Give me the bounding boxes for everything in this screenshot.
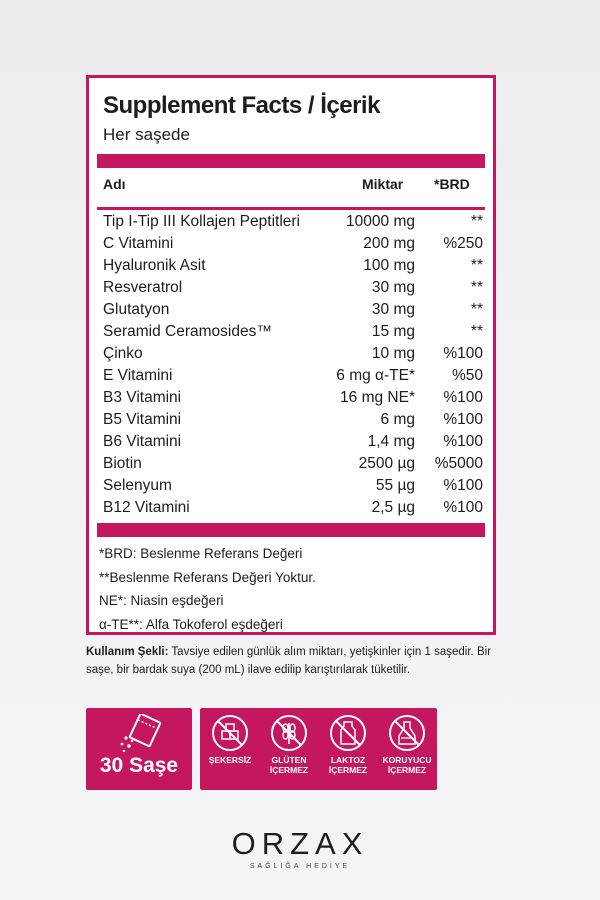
ingredient-name: E Vitamini bbox=[103, 367, 173, 384]
table-row bbox=[103, 453, 483, 475]
header-bar-top bbox=[97, 154, 485, 168]
badge-preservative-free bbox=[379, 708, 435, 790]
table-row bbox=[103, 299, 483, 321]
usage-instructions bbox=[86, 643, 506, 679]
badge-label: ŞEKERSİZ bbox=[208, 755, 252, 765]
ingredient-amount: 30 mg bbox=[371, 301, 415, 318]
ingredient-amount: 200 mg bbox=[363, 235, 415, 252]
sachet-count-label: 30 Saşe bbox=[99, 754, 179, 777]
ingredient-name: B5 Vitamini bbox=[103, 411, 182, 428]
sachet-icon bbox=[118, 714, 162, 754]
table-row bbox=[103, 321, 483, 343]
table-row bbox=[103, 255, 483, 277]
ingredient-brd: %100 bbox=[443, 433, 483, 450]
table-row bbox=[103, 387, 483, 409]
ingredient-amount: 2500 µg bbox=[358, 455, 415, 472]
ingredient-name: Hyaluronik Asit bbox=[103, 257, 206, 274]
brand-tagline: SAĞLIĞA HEDİYE bbox=[249, 863, 351, 870]
usage-text: Tavsiye edilen günlük alım miktarı, yetişkinler için 1 saşedir. Bir saşe, bir bardak suya (200 mL) ilave edilip karıştırılarak tüketilir. bbox=[86, 646, 491, 676]
table-row bbox=[103, 409, 483, 431]
badge-gluten-free bbox=[261, 708, 317, 790]
ingredient-brd: %50 bbox=[451, 367, 483, 384]
badge-label: GLÜTEN İÇERMEZ bbox=[269, 755, 309, 775]
ingredient-brd: ** bbox=[470, 323, 483, 340]
ingredient-name: Biotin bbox=[103, 455, 142, 472]
column-header-name: Adı bbox=[103, 176, 126, 192]
table-row bbox=[103, 365, 483, 387]
footnotes bbox=[99, 542, 316, 636]
ingredient-brd: %250 bbox=[443, 235, 483, 252]
badge-sugar-free bbox=[202, 708, 258, 790]
ingredient-amount: 1,4 mg bbox=[367, 433, 415, 450]
supplement-facts-panel bbox=[86, 75, 496, 635]
panel-subtitle: Her saşede bbox=[103, 125, 190, 144]
no-sugar-icon bbox=[210, 713, 250, 753]
ingredient-name: Seramid Ceramosides™ bbox=[103, 323, 272, 340]
ingredient-name: Selenyum bbox=[103, 477, 172, 494]
ingredient-brd: ** bbox=[470, 279, 483, 296]
footnote: α-TE**: Alfa Tokoferol eşdeğeri bbox=[99, 616, 283, 632]
brand-logo bbox=[0, 826, 600, 870]
sachet-count-badge bbox=[86, 708, 192, 790]
panel-title: Supplement Facts / İçerik bbox=[103, 92, 380, 119]
ingredient-amount: 10000 mg bbox=[346, 213, 415, 230]
badge-label: LAKTOZ İÇERMEZ bbox=[328, 755, 368, 775]
brand-name: ORZAX bbox=[231, 826, 369, 861]
ingredient-amount: 6 mg α-TE* bbox=[336, 367, 415, 384]
table-row bbox=[103, 277, 483, 299]
no-lactose-icon bbox=[328, 713, 368, 753]
no-gluten-icon bbox=[269, 713, 309, 753]
ingredient-brd: ** bbox=[470, 257, 483, 274]
ingredient-brd: %100 bbox=[443, 389, 483, 406]
ingredient-amount: 2,5 µg bbox=[371, 499, 415, 516]
column-header-amount: Miktar bbox=[362, 176, 404, 192]
header-bar-divider bbox=[97, 207, 485, 210]
ingredient-amount: 10 mg bbox=[371, 345, 415, 362]
table-row bbox=[103, 431, 483, 453]
no-preservative-icon bbox=[387, 713, 427, 753]
ingredient-name: B3 Vitamini bbox=[103, 389, 182, 406]
ingredient-name: Tip I-Tip III Kollajen Peptitleri bbox=[103, 213, 300, 230]
column-header-brd: *BRD bbox=[434, 176, 470, 192]
badge-label: KORUYUCU İÇERMEZ bbox=[382, 755, 432, 775]
ingredient-name: B12 Vitamini bbox=[103, 499, 190, 516]
ingredient-brd: %100 bbox=[443, 499, 483, 516]
ingredient-amount: 15 mg bbox=[371, 323, 415, 340]
ingredient-name: Resveratrol bbox=[103, 279, 183, 296]
footnote: **Beslenme Referans Değeri Yoktur. bbox=[99, 569, 316, 585]
table-row bbox=[103, 211, 483, 233]
ingredient-rows bbox=[103, 211, 483, 519]
ingredient-amount: 6 mg bbox=[380, 411, 415, 428]
ingredient-amount: 30 mg bbox=[371, 279, 415, 296]
usage-label: Kullanım Şekli: bbox=[86, 646, 169, 658]
ingredient-name: B6 Vitamini bbox=[103, 433, 182, 450]
footer-bar bbox=[97, 523, 485, 537]
footnote: *BRD: Beslenme Referans Değeri bbox=[99, 546, 303, 561]
table-row bbox=[103, 475, 483, 497]
ingredient-brd: %100 bbox=[443, 411, 483, 428]
ingredient-name: Glutatyon bbox=[103, 301, 170, 318]
table-row bbox=[103, 233, 483, 255]
free-from-badges bbox=[200, 708, 437, 790]
ingredient-brd: ** bbox=[470, 301, 483, 318]
ingredient-brd: ** bbox=[470, 213, 483, 230]
ingredient-brd: %100 bbox=[443, 345, 483, 362]
ingredient-amount: 55 µg bbox=[375, 477, 415, 494]
ingredient-brd: %100 bbox=[443, 477, 483, 494]
ingredient-amount: 16 mg NE* bbox=[340, 389, 415, 406]
ingredient-brd: %5000 bbox=[434, 455, 483, 472]
ingredient-name: Çinko bbox=[103, 345, 143, 362]
table-row bbox=[103, 497, 483, 519]
ingredient-name: C Vitamini bbox=[103, 235, 174, 252]
badge-lactose-free bbox=[320, 708, 376, 790]
table-row bbox=[103, 343, 483, 365]
footnote: NE*: Niasin eşdeğeri bbox=[99, 593, 224, 608]
ingredient-amount: 100 mg bbox=[363, 257, 415, 274]
